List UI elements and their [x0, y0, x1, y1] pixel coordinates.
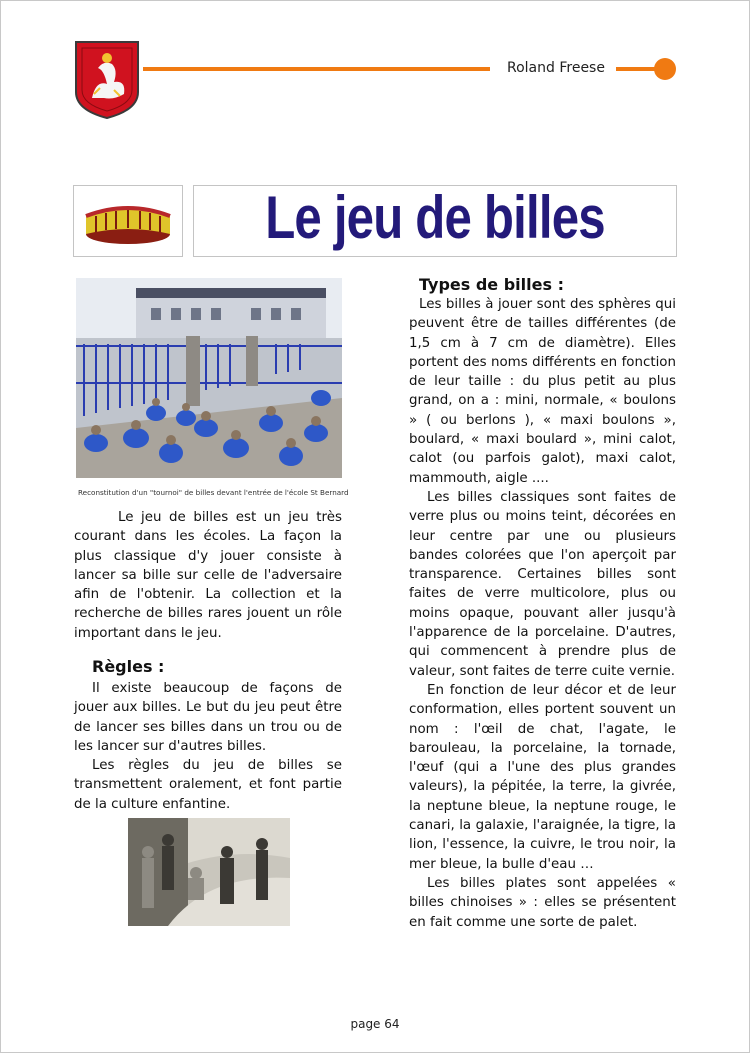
- intro-paragraph: [74, 508, 342, 643]
- page-title: Le jeu de billes: [265, 184, 605, 251]
- header-rule-right: [616, 67, 658, 71]
- types-paragraph: Les billes classiques sont faites de verre plus ou moins teint, décorées en leur centre par une ou plusieurs bandes colorées que l'on aperçoit par transparence. Certaines billes sont faites de verre multicolore, plus ou moins opaque, pouvant aller jusqu'à l'apparence de la porcelaine. D'autres, qui commencent à prendre plus de valeur, sont faites de terre cuite vernie.: [409, 489, 676, 679]
- author-name: Roland Freese: [507, 60, 605, 76]
- schoolyard-photo: [76, 278, 342, 478]
- types-paragraph: En fonction de leur décor et de leur conformation, elles portent souvent un nom : l'œil de chat, l'agate, le barouleau, la porcelaine, la tornade, l'œuf (qui a l'une des plus grandes valeurs), la pépitée, la terre, la givrée, la neptune bleue, la neptune rouge, le canari, la galaxie, l'araignée, la tigre, la lion, l'essence, la cuivre, le trou noir, la mer bleue, la bulle d'eau …: [409, 682, 676, 872]
- stadium-thumbnail: [73, 185, 183, 257]
- regles-paragraph: Les règles du jeu de billes se transmettent oralement, et font partie de la culture enfantine.: [74, 758, 342, 812]
- title-box: [193, 185, 677, 257]
- coat-of-arms-icon: [74, 40, 140, 120]
- header-rule-left: [143, 67, 490, 71]
- types-section: [409, 295, 676, 932]
- regles-section: [74, 679, 342, 814]
- vintage-marbles-photo: [128, 818, 290, 926]
- intro-text: Le jeu de billes est un jeu très courant dans les écoles. La façon la plus classique d'y jouer consiste à lancer sa bille sur celle de l'adversaire afin de l'obtenir. La collection et la recherche de billes rares jouent un rôle important dans le jeu.: [74, 510, 342, 641]
- types-paragraph: Les billes à jouer sont des sphères qui peuvent être de tailles différentes (de 1,5 cm à 7 cm de diamètre). Elles portent des noms différents en fonction de leur taille : du plus petit au plus grand, on a : mini, normale, « boulons » ( ou berlons ), « maxi boulons », boulard, « maxi boulard », mini calot, calot (ou parfois galot), maxi calot, mammouth, aigle ....: [409, 297, 676, 486]
- photo-caption: Reconstitution d'un "tournoi" de billes devant l'entrée de l'école St Bernard: [78, 488, 349, 497]
- types-paragraph: Les billes plates sont appelées « billes chinoises » : elles se présentent en fait comme une sorte de palet.: [409, 875, 676, 930]
- page-number: page 64: [350, 1017, 400, 1031]
- regles-paragraph: Il existe beaucoup de façons de jouer aux billes. Le but du jeu peut être de lancer ses billes dans un trou ou de les lancer sur d'autres billes.: [74, 681, 342, 754]
- header-dot: [654, 58, 676, 80]
- regles-heading: Règles :: [92, 657, 165, 676]
- types-heading: Types de billes :: [419, 275, 564, 294]
